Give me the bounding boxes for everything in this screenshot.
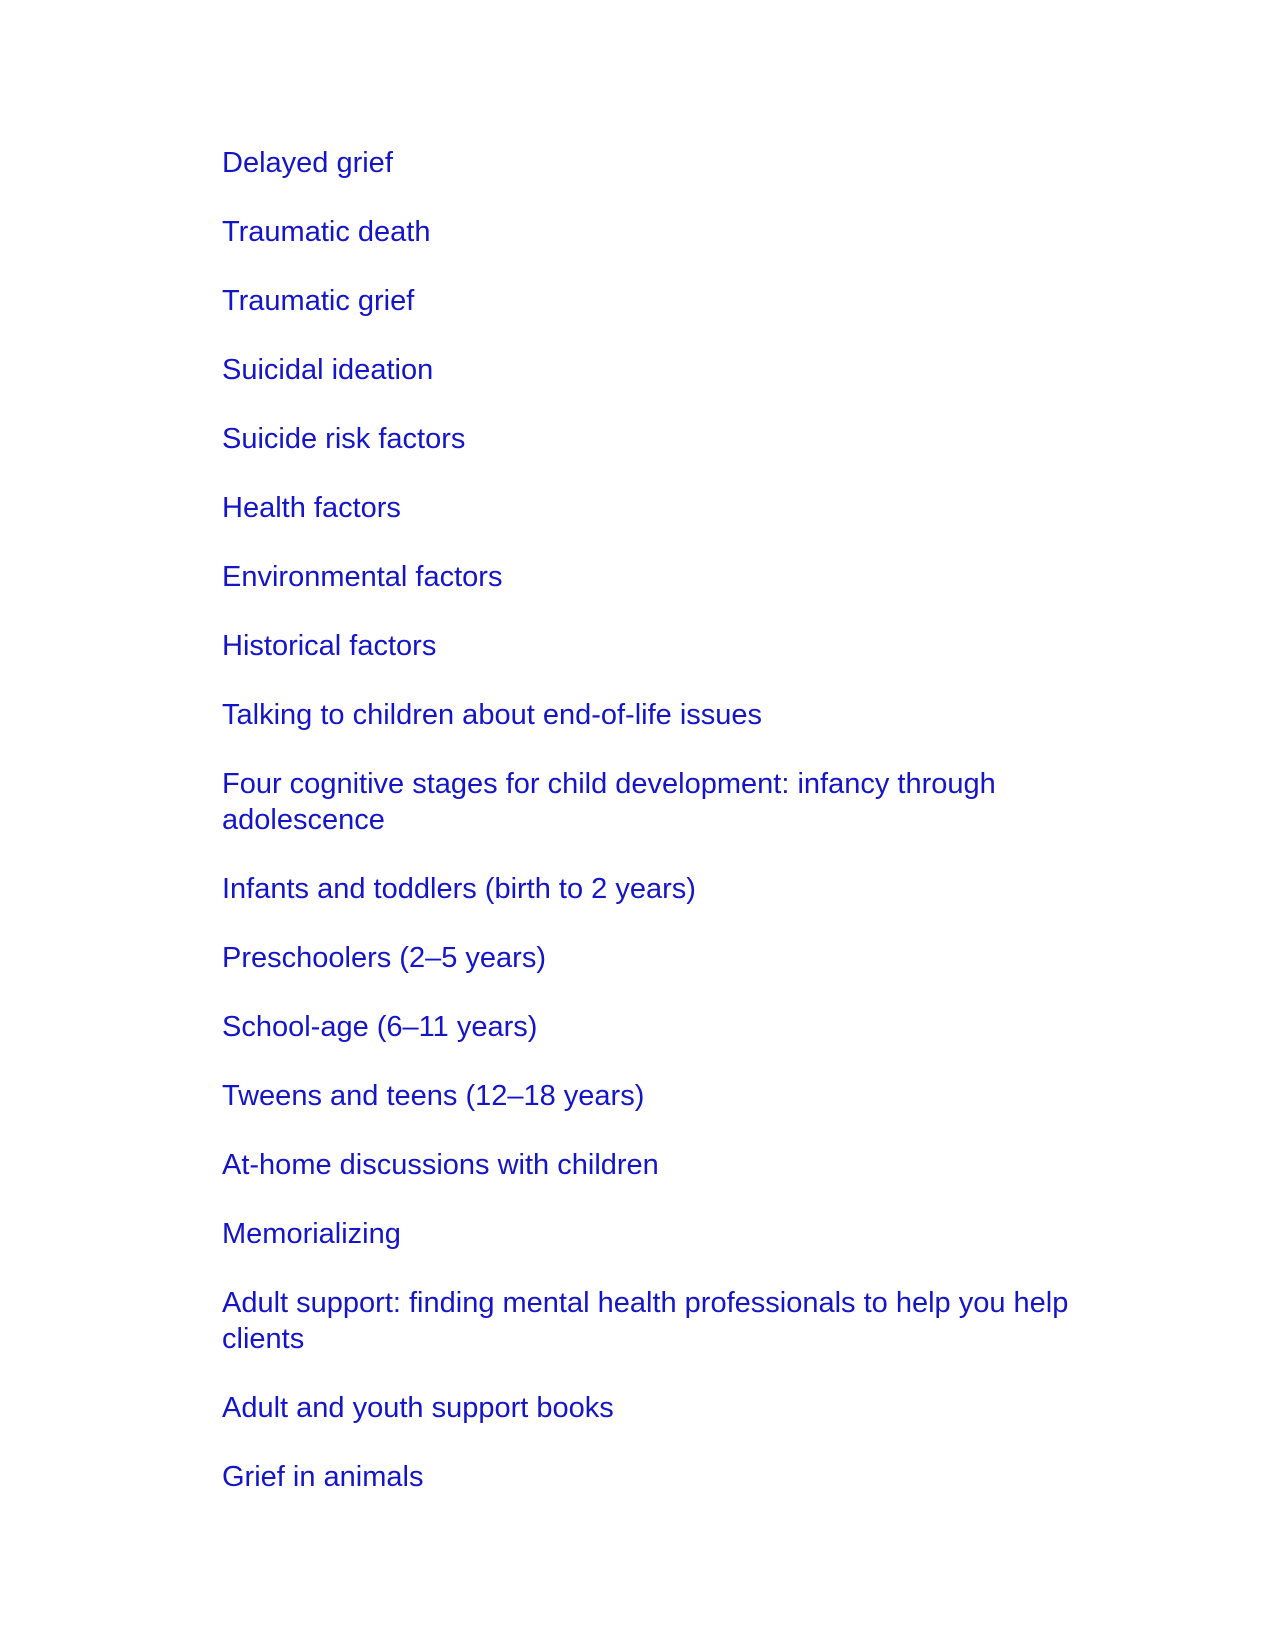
toc-link-support-books[interactable] (222, 1390, 1102, 1426)
toc-link-text[interactable]: Suicidal ideation (222, 354, 434, 386)
toc-link-infants-toddlers[interactable] (222, 871, 1102, 907)
toc-link-text[interactable]: At-home discussions with children (222, 1149, 659, 1181)
toc-link-tweens-teens[interactable] (222, 1078, 1102, 1114)
toc-link-health-factors[interactable] (222, 490, 1102, 526)
toc-link-adult-support[interactable] (222, 1285, 1102, 1357)
toc-link-text[interactable]: Historical factors (222, 630, 437, 662)
toc-link-historical-factors[interactable] (222, 628, 1102, 664)
toc-link-text[interactable]: Suicide risk factors (222, 423, 466, 455)
toc-link-text[interactable]: Delayed grief (222, 147, 393, 179)
toc-link-text[interactable]: Memorializing (222, 1218, 401, 1250)
toc-link-text[interactable]: Environmental factors (222, 561, 503, 593)
toc-link-traumatic-grief[interactable] (222, 283, 1102, 319)
toc-link-text[interactable]: Traumatic death (222, 216, 431, 248)
toc-link-suicide-risk-factors[interactable] (222, 421, 1102, 457)
toc-link-suicidal-ideation[interactable] (222, 352, 1102, 388)
toc-link-text[interactable]: Infants and toddlers (birth to 2 years) (222, 873, 696, 905)
toc-link-traumatic-death[interactable] (222, 214, 1102, 250)
toc-link-cognitive-stages[interactable] (222, 766, 1102, 838)
table-of-contents-list (222, 145, 1102, 1528)
toc-link-text[interactable]: Grief in animals (222, 1461, 424, 1493)
toc-link-at-home-discussions[interactable] (222, 1147, 1102, 1183)
toc-link-text[interactable]: School-age (6–11 years) (222, 1011, 538, 1043)
toc-link-environmental-factors[interactable] (222, 559, 1102, 595)
toc-link-text[interactable]: Adult support: finding mental health professionals to help you help clients (222, 1287, 1069, 1355)
toc-link-text[interactable]: Traumatic grief (222, 285, 415, 317)
toc-link-school-age[interactable] (222, 1009, 1102, 1045)
toc-link-memorializing[interactable] (222, 1216, 1102, 1252)
toc-link-grief-in-animals[interactable] (222, 1459, 1102, 1495)
toc-link-text[interactable]: Tweens and teens (12–18 years) (222, 1080, 645, 1112)
toc-link-talking-to-children[interactable] (222, 697, 1102, 733)
toc-link-delayed-grief[interactable] (222, 145, 1102, 181)
toc-link-text[interactable]: Adult and youth support books (222, 1392, 614, 1424)
toc-link-text[interactable]: Talking to children about end-of-life issues (222, 699, 763, 731)
toc-link-preschoolers[interactable] (222, 940, 1102, 976)
toc-link-text[interactable]: Preschoolers (2–5 years) (222, 942, 546, 974)
toc-link-text[interactable]: Four cognitive stages for child development: infancy through adolescence (222, 768, 996, 836)
toc-link-text[interactable]: Health factors (222, 492, 401, 524)
